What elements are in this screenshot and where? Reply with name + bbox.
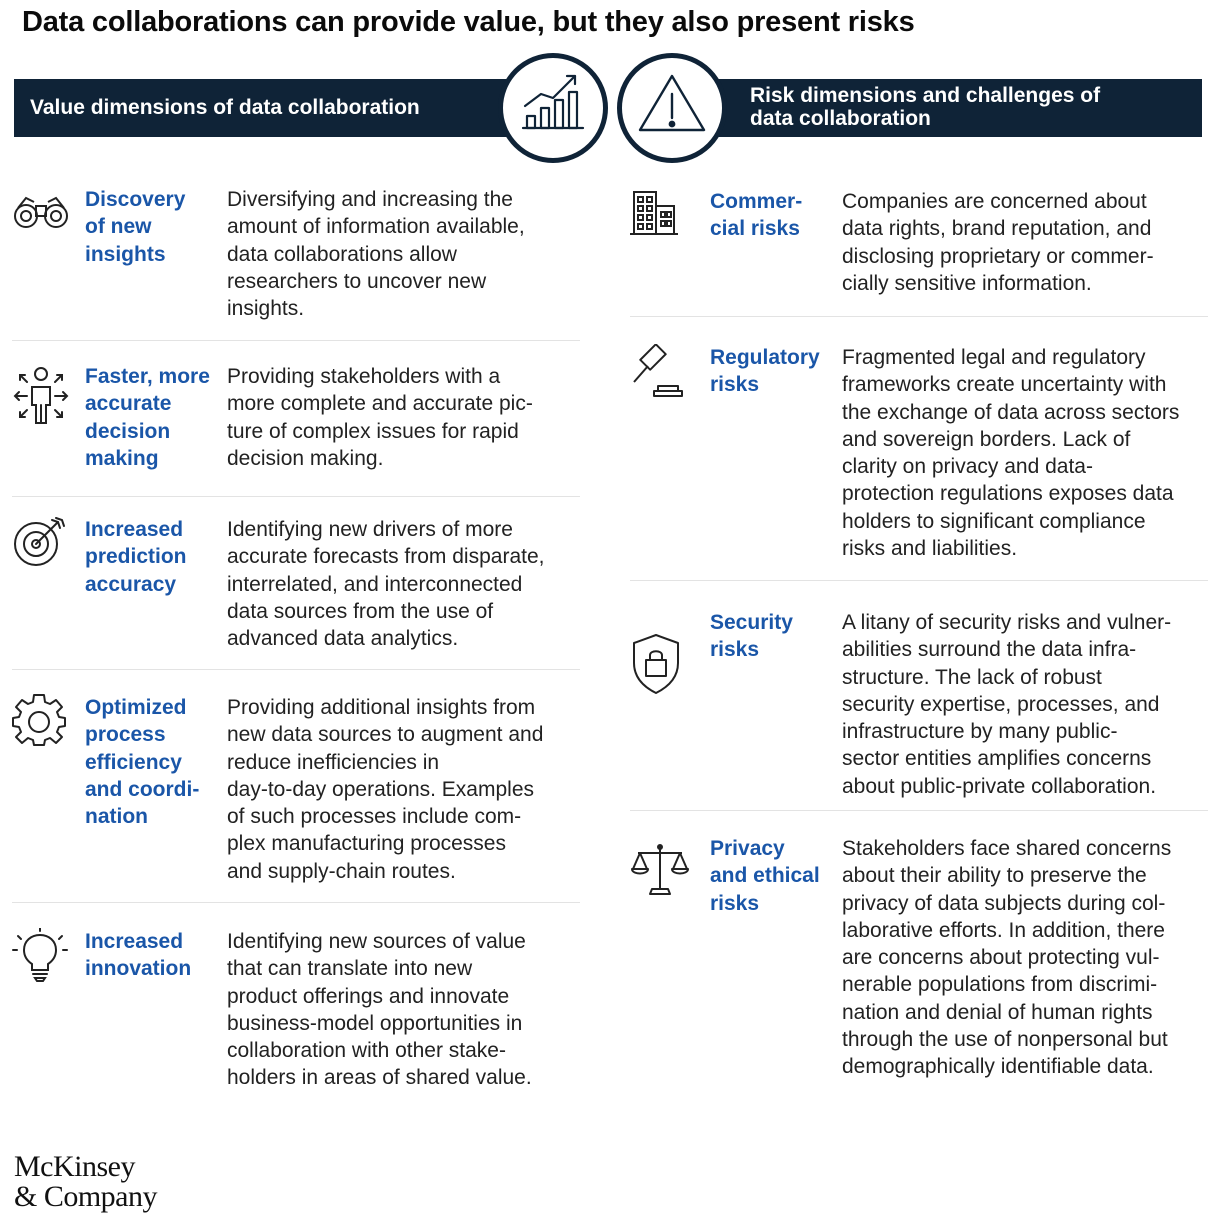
logo-line-1: McKinsey (14, 1150, 135, 1183)
divider (12, 496, 580, 497)
risk-desc-security: A litany of security risks and vulner- abilities surround the data infra- structure. The lack of robust security expertise, processes, and infrastructure by many public- sector entities amplifies concerns about public-private collaboration. (842, 611, 1172, 798)
value-item-innovation (12, 928, 582, 1098)
gear-icon (12, 694, 66, 748)
risk-item-security (630, 609, 1210, 809)
risk-desc-commercial: Companies are concerned about data rights, brand reputation, and disclosing proprietary or commer- cially sensitive information. (842, 190, 1154, 295)
value-label-efficiency: Optimized process efficiency and coordi- nation (85, 696, 200, 829)
risk-header-label: Risk dimensions and challenges of data collaboration (750, 84, 1101, 130)
value-desc-discovery: Diversifying and increasing the amount of information available, data collaborations allow researchers to uncover new insights. (227, 188, 525, 321)
risk-label-privacy: Privacy and ethical risks (710, 837, 820, 915)
value-header-bar (14, 79, 559, 137)
value-label-prediction: Increased prediction accuracy (85, 518, 187, 596)
value-item-efficiency (12, 694, 582, 894)
warning-triangle-icon (617, 53, 727, 163)
divider (12, 669, 580, 670)
scales-icon (630, 841, 690, 897)
value-item-discovery (12, 186, 582, 326)
risk-header-bar (680, 79, 1202, 137)
risk-item-privacy (630, 835, 1210, 1085)
value-label-discovery: Discovery of new insights (85, 188, 186, 266)
value-header-label: Value dimensions of data collaboration (30, 96, 420, 119)
divider (12, 340, 580, 341)
value-item-prediction (12, 516, 582, 656)
risk-desc-regulatory: Fragmented legal and regulatory frameworks create uncertainty with the exchange of data across sectors and sovereign borders. Lack of clarity on privacy and data- protection regulations exposes data holders to significant compliance risks and liabilities. (842, 346, 1180, 561)
value-desc-innovation: Identifying new sources of value that can translate into new product offerings and innovate business-model opportunities in collaboration with other stake- holders in areas of shared value. (227, 930, 532, 1090)
value-desc-efficiency: Providing additional insights from new data sources to augment and reduce inefficiencies in day-to-day operations. Examples of such processes include com- plex manufacturing processes and supply-chain routes. (227, 696, 544, 883)
risk-desc-privacy: Stakeholders face shared concerns about their ability to preserve the privacy of data subjects during col- laborative efforts. In addition, there are concerns about protecting vul- nerable populations from discrimi- nation and denial of human rights through the use of nonpersonal but demographically identifiable data. (842, 837, 1172, 1079)
target-icon (12, 516, 68, 568)
chart-growth-icon (498, 53, 608, 163)
lightbulb-icon (12, 928, 68, 984)
value-desc-decision: Providing stakeholders with a more complete and accurate pic- ture of complex issues for rapid decision making. (227, 365, 533, 470)
shield-lock-icon (630, 633, 682, 695)
value-label-innovation: Increased innovation (85, 930, 192, 981)
divider (630, 316, 1208, 317)
mckinsey-logo (14, 1152, 157, 1212)
person-arrows-icon (12, 365, 70, 427)
logo-line-2: & Company (14, 1180, 157, 1213)
risk-item-commercial (630, 188, 1210, 308)
binoculars-icon (12, 192, 70, 232)
page-title: Data collaborations can provide value, but they also present risks (22, 6, 915, 38)
risk-label-commercial: Commer- cial risks (710, 190, 803, 241)
risk-label-security: Security risks (710, 611, 793, 662)
risk-label-regulatory: Regulatory risks (710, 346, 820, 397)
divider (12, 902, 580, 903)
buildings-icon (630, 188, 678, 238)
value-desc-prediction: Identifying new drivers of more accurate forecasts from disparate, interrelated, and interconnected data sources from the use of advanced data analytics. (227, 518, 545, 651)
value-label-decision: Faster, more accurate decision making (85, 365, 210, 470)
gavel-icon (630, 344, 688, 400)
risk-item-regulatory (630, 344, 1210, 574)
divider (630, 580, 1208, 581)
divider (630, 810, 1208, 811)
value-item-decision (12, 363, 582, 493)
